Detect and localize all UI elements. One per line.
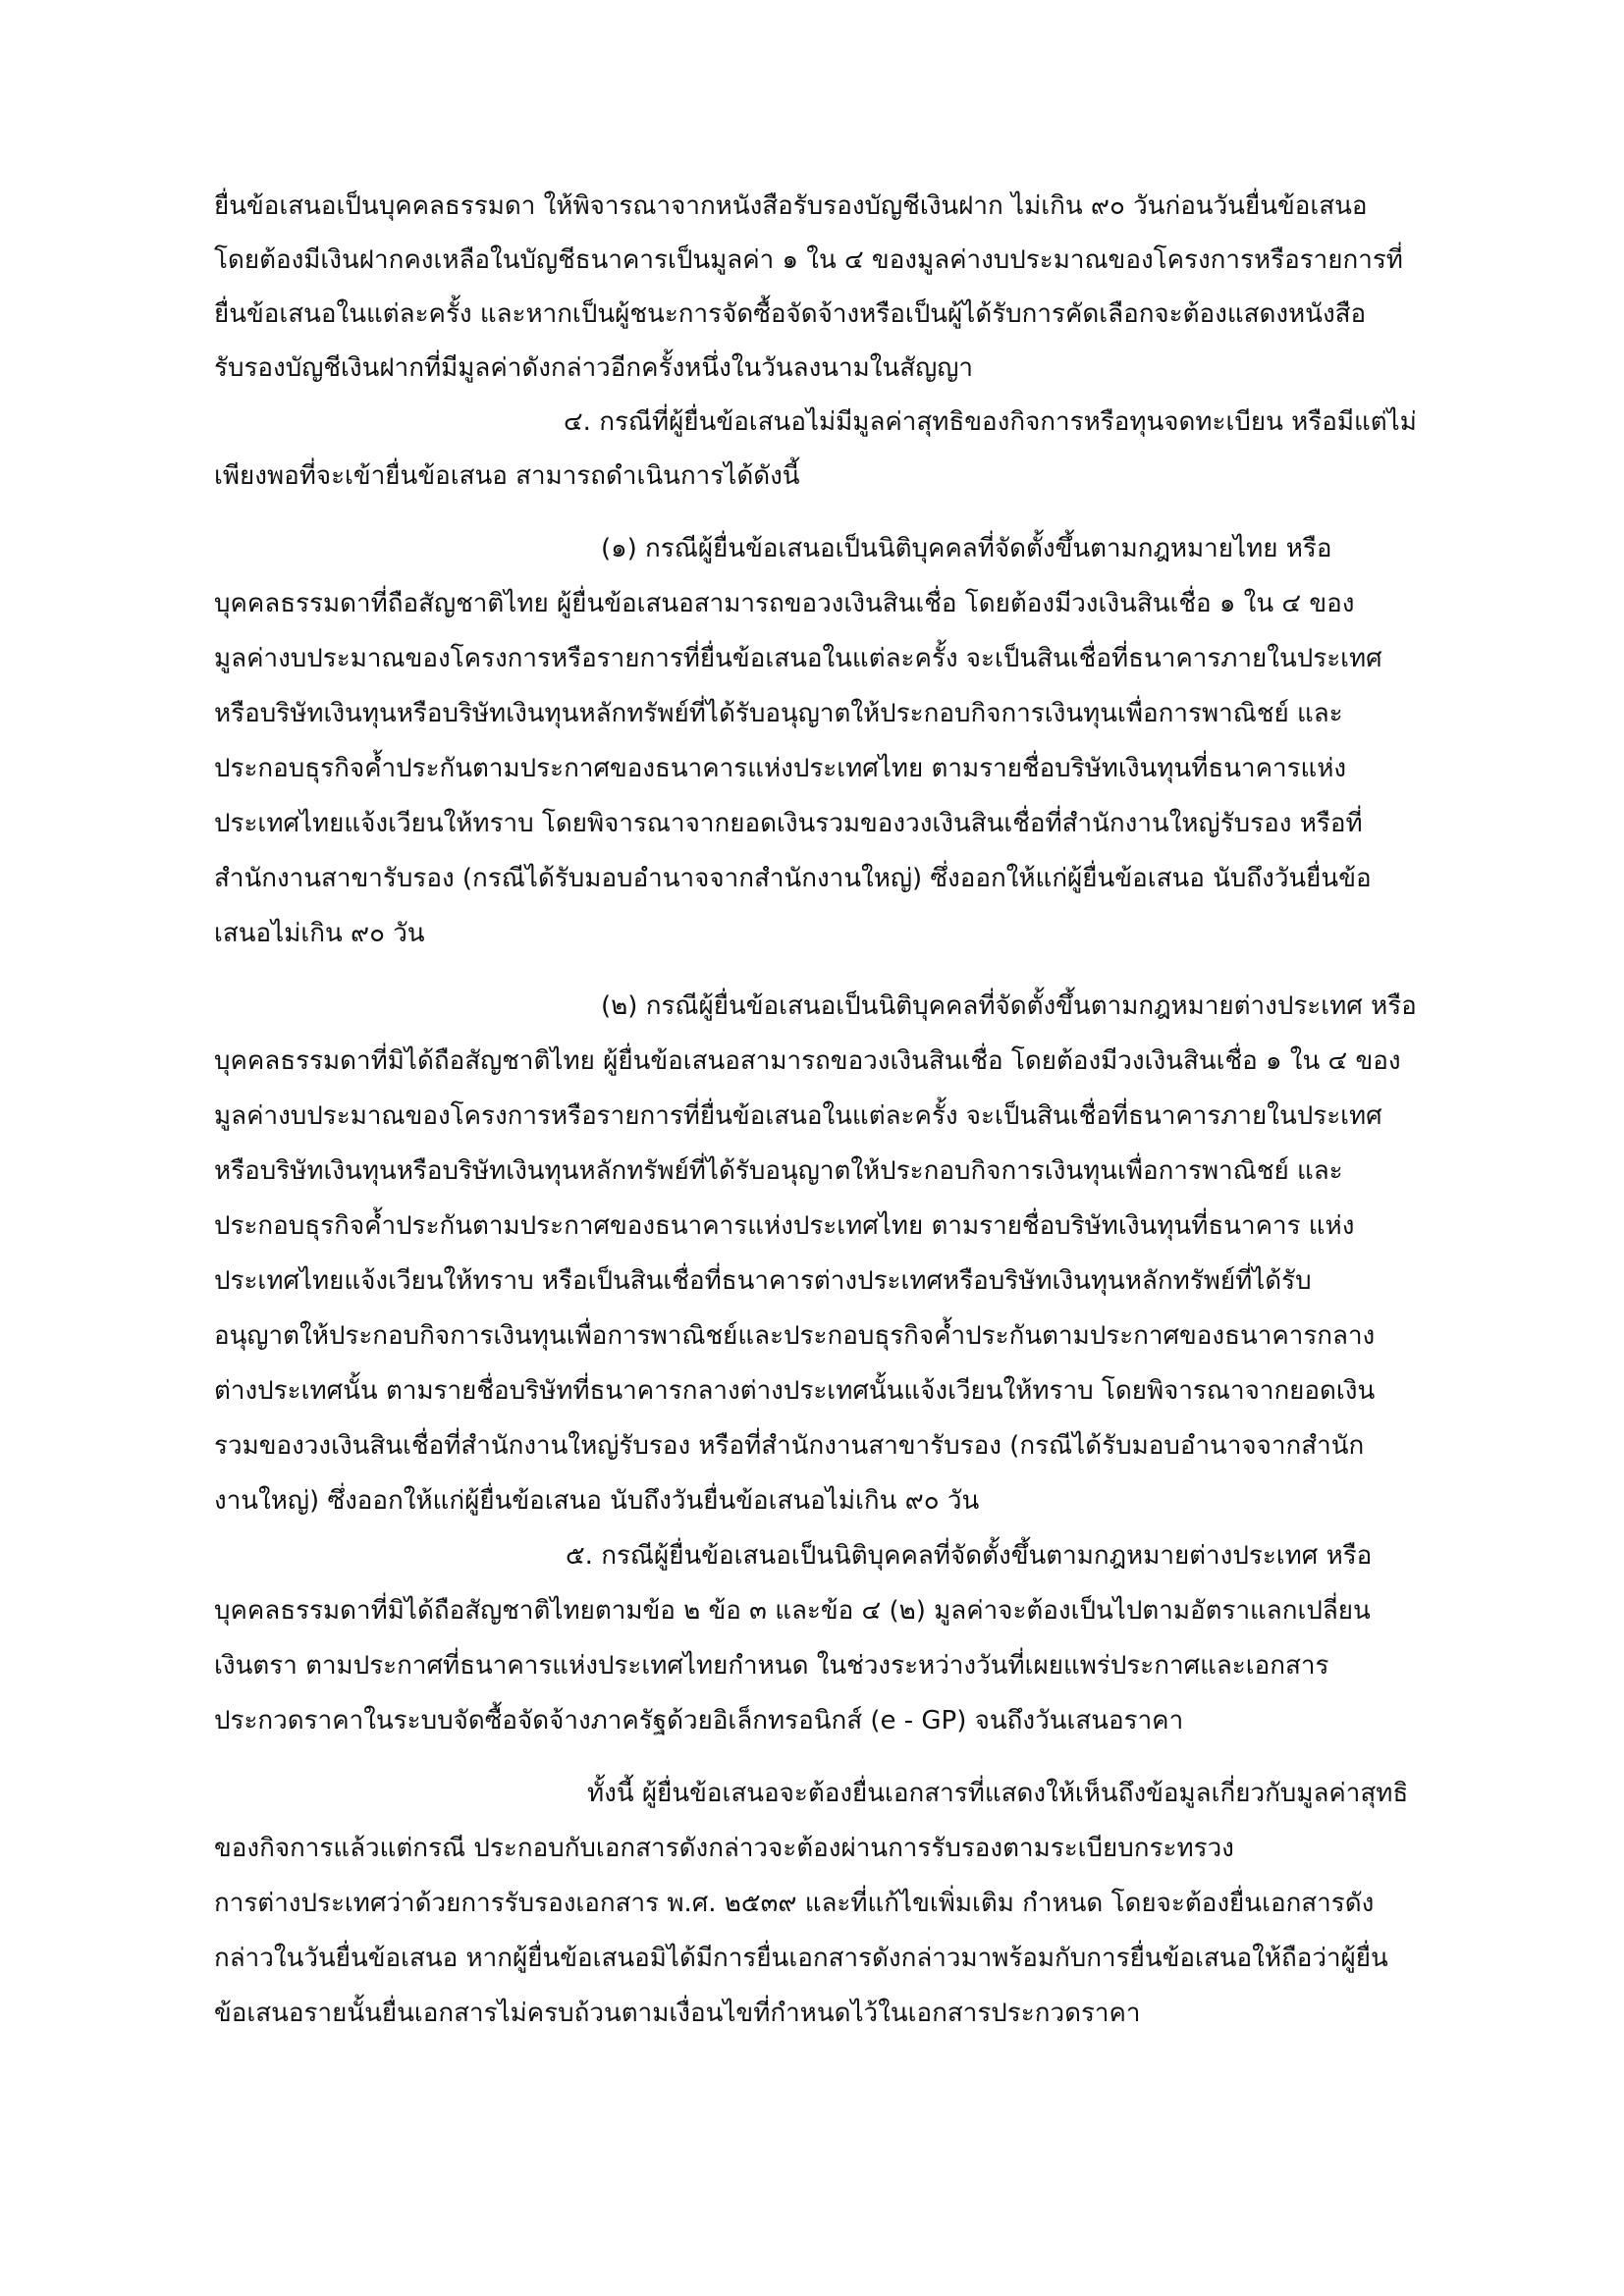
text-line: ประเทศไทยแจ้งเวียนให้ทราบ หรือเป็นสินเชื่อที่ธนาคารต่างประเทศหรือบริษัทเงินทุนหลักทรัพย์ที่ได้รับ — [214, 1266, 1312, 1296]
text-line: โดยต้องมีเงินฝากคงเหลือในบัญชีธนาคารเป็นมูลค่า ๑ ใน ๔ ของมูลค่างบประมาณของโครงการหรือรายการที่ — [214, 245, 1403, 275]
text-line: กล่าวในวันยื่นข้อเสนอ หากผู้ยื่นข้อเสนอมิได้มีการยื่นเอกสารดังกล่าวมาพร้อมกับการยื่นข้อเสนอให้ถือว่าผู้ยื่น — [214, 1944, 1388, 1973]
text-line: รวมของวงเงินสินเชื่อที่สำนักงานใหญ่รับรอง หรือที่สำนักงานสาขารับรอง (กรณีได้รับมอบอำนาจจากสำนัก — [214, 1431, 1365, 1461]
text-line: หรือบริษัทเงินทุนหรือบริษัทเงินทุนหลักทรัพย์ที่ได้รับอนุญาตให้ประกอบกิจการเงินทุนเพื่อการพาณิชย์ และ — [214, 699, 1343, 728]
text-line: ๔. กรณีที่ผู้ยื่นข้อเสนอไม่มีมูลค่าสุทธิของกิจการหรือทุนจดทะเบียน หรือมีแต่ไม่ — [564, 407, 1417, 437]
text-line: บุคคลธรรมดาที่มิได้ถือสัญชาติไทยตามข้อ ๒ ข้อ ๓ และข้อ ๔ (๒) มูลค่าจะต้องเป็นไปตามอัตราแลกเปลี่ยน — [214, 1596, 1371, 1626]
text-line: ทั้งนี้ ผู้ยื่นข้อเสนอจะต้องยื่นเอกสารที่แสดงให้เห็นถึงข้อมูลเกี่ยวกับมูลค่าสุทธิ — [587, 1779, 1409, 1808]
text-line: การต่างประเทศว่าด้วยการรับรองเอกสาร พ.ศ. ๒๕๓๙ และที่แก้ไขเพิ่มเติม กำหนด โดยจะต้องยื่นเอกสารดัง — [214, 1889, 1375, 1918]
text-line: ประกอบธุรกิจค้ำประกันตามประกาศของธนาคารแห่งประเทศไทย ตามรายชื่อบริษัทเงินทุนที่ธนาคาร แห่ง — [214, 1211, 1355, 1241]
text-line: ข้อเสนอรายนั้นยื่นเอกสารไม่ครบถ้วนตามเงื่อนไขที่กำหนดไว้ในเอกสารประกวดราคา — [214, 1999, 1141, 2028]
text-line: ยื่นข้อเสนอเป็นบุคคลธรรมดา ให้พิจารณาจากหนังสือรับรองบัญชีเงินฝาก ไม่เกิน ๙๐ วันก่อนวันยื่นข้อเสนอ — [214, 191, 1368, 221]
text-line: มูลค่างบประมาณของโครงการหรือรายการที่ยื่นข้อเสนอในแต่ละครั้ง จะเป็นสินเชื่อที่ธนาคารภายในประเทศ — [214, 644, 1382, 673]
text-line: มูลค่างบประมาณของโครงการหรือรายการที่ยื่นข้อเสนอในแต่ละครั้ง จะเป็นสินเชื่อที่ธนาคารภายในประเทศ — [214, 1101, 1382, 1131]
text-line: ยื่นข้อเสนอในแต่ละครั้ง และหากเป็นผู้ชนะการจัดซื้อจัดจ้างหรือเป็นผู้ได้รับการคัดเลือกจะต้องแสดงหนังสือ — [214, 299, 1367, 329]
text-line: บุคคลธรรมดาที่ถือสัญชาติไทย ผู้ยื่นข้อเสนอสามารถขอวงเงินสินเชื่อ โดยต้องมีวงเงินสินเชื่อ ๑ ใน ๔ ของ — [214, 589, 1355, 618]
text-line: ประกวดราคาในระบบจัดซื้อจัดจ้างภาครัฐด้วยอิเล็กทรอนิกส์ (e - GP) จนถึงวันเสนอราคา — [214, 1706, 1184, 1735]
text-line: ๕. กรณีผู้ยื่นข้อเสนอเป็นนิติบุคคลที่จัดตั้งขึ้นตามกฎหมายต่างประเทศ หรือ — [566, 1541, 1373, 1571]
text-line: อนุญาตให้ประกอบกิจการเงินทุนเพื่อการพาณิชย์และประกอบธุรกิจค้ำประกันตามประกาศของธนาคารกลาง — [214, 1321, 1376, 1351]
text-line: เสนอไม่เกิน ๙๐ วัน — [214, 919, 425, 948]
text-line: (๑) กรณีผู้ยื่นข้อเสนอเป็นนิติบุคคลที่จัดตั้งขึ้นตามกฎหมายไทย หรือ — [601, 534, 1332, 563]
text-line: เพียงพอที่จะเข้ายื่นข้อเสนอ สามารถดำเนินการได้ดังนี้ — [214, 461, 800, 491]
text-line: (๒) กรณีผู้ยื่นข้อเสนอเป็นนิติบุคคลที่จัดตั้งขึ้นตามกฎหมายต่างประเทศ หรือ — [601, 991, 1417, 1021]
text-line: รับรองบัญชีเงินฝากที่มีมูลค่าดังกล่าวอีกครั้งหนึ่งในวันลงนามในสัญญา — [214, 353, 974, 383]
text-line: ต่างประเทศนั้น ตามรายชื่อบริษัทที่ธนาคารกลางต่างประเทศนั้นแจ้งเวียนให้ทราบ โดยพิจารณาจากยอดเงิน — [214, 1376, 1376, 1406]
text-line: สำนักงานสาขารับรอง (กรณีได้รับมอบอำนาจจากสำนักงานใหญ่) ซึ่งออกให้แก่ผู้ยื่นข้อเสนอ นับถึงวันยื่นข้อ — [214, 864, 1372, 893]
text-line: ประกอบธุรกิจค้ำประกันตามประกาศของธนาคารแห่งประเทศไทย ตามรายชื่อบริษัทเงินทุนที่ธนาคารแห่ง — [214, 754, 1347, 783]
text-line: งานใหญ่) ซึ่งออกให้แก่ผู้ยื่นข้อเสนอ นับถึงวันยื่นข้อเสนอไม่เกิน ๙๐ วัน — [214, 1486, 980, 1516]
text-line: ของกิจการแล้วแต่กรณี ประกอบกับเอกสารดังกล่าวจะต้องผ่านการรับรองตามระเบียบกระทรวง — [214, 1834, 1234, 1863]
text-line: ประเทศไทยแจ้งเวียนให้ทราบ โดยพิจารณาจากยอดเงินรวมของวงเงินสินเชื่อที่สำนักงานใหญ่รับรอง หรือที่ — [214, 809, 1363, 838]
text-line: เงินตรา ตามประกาศที่ธนาคารแห่งประเทศไทยกำหนด ในช่วงระหว่างวันที่เผยแพร่ประกาศและเอกสาร — [214, 1651, 1329, 1681]
text-line: บุคคลธรรมดาที่มิได้ถือสัญชาติไทย ผู้ยื่นข้อเสนอสามารถขอวงเงินสินเชื่อ โดยต้องมีวงเงินสินเชื่อ ๑ ใน ๔ ของ — [214, 1046, 1401, 1076]
text-line: หรือบริษัทเงินทุนหรือบริษัทเงินทุนหลักทรัพย์ที่ได้รับอนุญาตให้ประกอบกิจการเงินทุนเพื่อการพาณิชย์ และ — [214, 1156, 1343, 1186]
